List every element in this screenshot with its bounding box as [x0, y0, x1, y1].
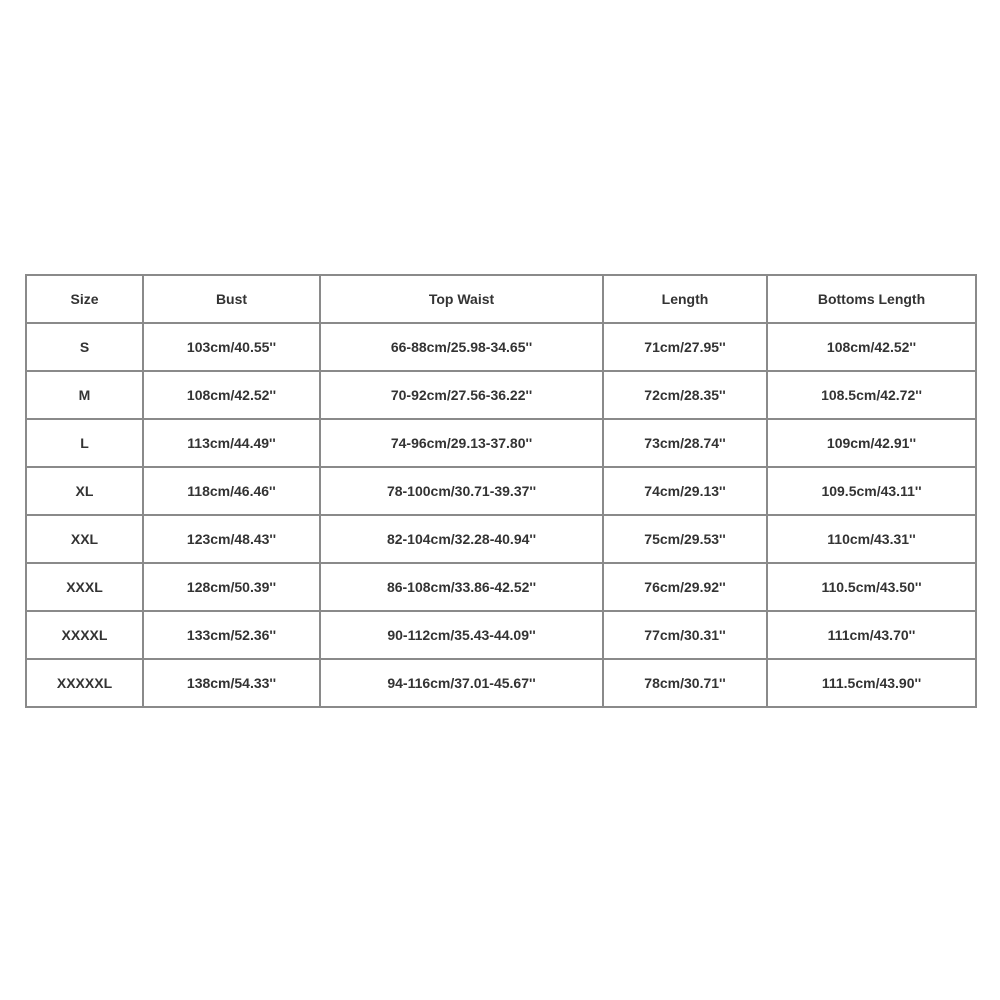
cell-top-waist: 86-108cm/33.86-42.52'': [320, 563, 603, 611]
cell-bust: 123cm/48.43'': [143, 515, 320, 563]
cell-bust: 128cm/50.39'': [143, 563, 320, 611]
cell-size: XXXL: [26, 563, 143, 611]
cell-length: 75cm/29.53'': [603, 515, 767, 563]
cell-bottoms-length: 108cm/42.52'': [767, 323, 976, 371]
table-header-row: [26, 275, 976, 323]
header-bottoms-length: Bottoms Length: [767, 275, 976, 323]
table-row: [26, 419, 976, 467]
table-row: [26, 323, 976, 371]
cell-length: 72cm/28.35'': [603, 371, 767, 419]
header-size: Size: [26, 275, 143, 323]
cell-length: 77cm/30.31'': [603, 611, 767, 659]
cell-bust: 133cm/52.36'': [143, 611, 320, 659]
cell-size: L: [26, 419, 143, 467]
cell-bottoms-length: 110.5cm/43.50'': [767, 563, 976, 611]
cell-size: XL: [26, 467, 143, 515]
cell-size: M: [26, 371, 143, 419]
cell-top-waist: 66-88cm/25.98-34.65'': [320, 323, 603, 371]
cell-bottoms-length: 111cm/43.70'': [767, 611, 976, 659]
cell-size: XXXXXL: [26, 659, 143, 707]
table-row: [26, 515, 976, 563]
cell-top-waist: 78-100cm/30.71-39.37'': [320, 467, 603, 515]
table-row: [26, 467, 976, 515]
cell-size: S: [26, 323, 143, 371]
cell-length: 73cm/28.74'': [603, 419, 767, 467]
cell-top-waist: 82-104cm/32.28-40.94'': [320, 515, 603, 563]
cell-bust: 113cm/44.49'': [143, 419, 320, 467]
cell-bottoms-length: 109cm/42.91'': [767, 419, 976, 467]
cell-bust: 108cm/42.52'': [143, 371, 320, 419]
cell-size: XXL: [26, 515, 143, 563]
cell-bust: 138cm/54.33'': [143, 659, 320, 707]
cell-top-waist: 90-112cm/35.43-44.09'': [320, 611, 603, 659]
header-bust: Bust: [143, 275, 320, 323]
cell-top-waist: 70-92cm/27.56-36.22'': [320, 371, 603, 419]
size-chart-table: [25, 274, 977, 708]
header-top-waist: Top Waist: [320, 275, 603, 323]
cell-length: 78cm/30.71'': [603, 659, 767, 707]
cell-length: 74cm/29.13'': [603, 467, 767, 515]
cell-size: XXXXL: [26, 611, 143, 659]
cell-length: 71cm/27.95'': [603, 323, 767, 371]
cell-length: 76cm/29.92'': [603, 563, 767, 611]
cell-top-waist: 74-96cm/29.13-37.80'': [320, 419, 603, 467]
header-length: Length: [603, 275, 767, 323]
table-row: [26, 659, 976, 707]
cell-bottoms-length: 110cm/43.31'': [767, 515, 976, 563]
cell-bottoms-length: 108.5cm/42.72'': [767, 371, 976, 419]
table-row: [26, 611, 976, 659]
table-row: [26, 563, 976, 611]
cell-bust: 103cm/40.55'': [143, 323, 320, 371]
cell-top-waist: 94-116cm/37.01-45.67'': [320, 659, 603, 707]
cell-bottoms-length: 109.5cm/43.11'': [767, 467, 976, 515]
cell-bottoms-length: 111.5cm/43.90'': [767, 659, 976, 707]
cell-bust: 118cm/46.46'': [143, 467, 320, 515]
table-row: [26, 371, 976, 419]
